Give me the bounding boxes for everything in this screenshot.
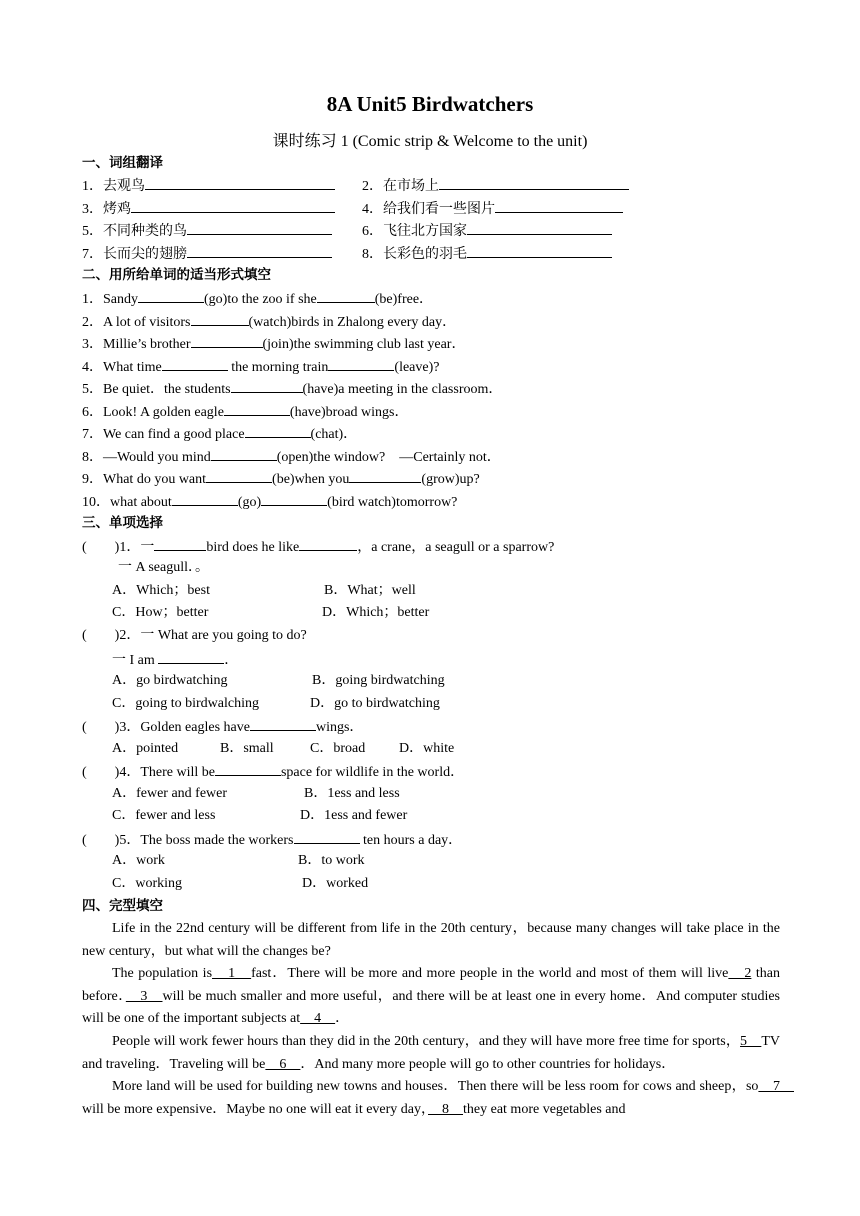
cloze-blank: 7 <box>758 1079 794 1094</box>
mc-option: A．Which；best <box>112 583 210 598</box>
fill-item: 2．A lot of visitors (watch)birds in Zhalong every day． <box>82 311 456 333</box>
mc-answer-line: 一 A seagull．。 <box>118 560 209 575</box>
mc-option: C．How；better <box>112 605 209 620</box>
mc-option: A．fewer and fewer <box>112 786 228 801</box>
mc-option: B．going birdwatching <box>312 673 445 688</box>
fill-item: 3．Millie’s brother (join)the swimming club last year． <box>82 333 465 355</box>
cloze-blank: 3 <box>125 988 163 1004</box>
cloze-blank: 8 <box>428 1101 464 1117</box>
mc-option: B．What；well <box>324 583 416 598</box>
mc-question: ( )1．一 bird does he like ，a crane，a seagull or a sparrow? <box>82 536 554 558</box>
mc-option: A．pointed <box>112 741 179 756</box>
mc-option: B．to work <box>298 853 365 868</box>
fill-item: 9．What do you want (be)when you (grow)up? <box>82 468 480 490</box>
mc-option: B．small <box>220 741 274 756</box>
cloze-paragraph: Life in the 22nd century will be different from life in the 20th century，because many changes will take place in the new century，but what will the changes be? <box>82 921 780 959</box>
cloze-paragraph: The population is 1 fast．There will be more and more people in the world and most of them will live 2 than before． 3 will be much smaller and more useful，and there will be at least one in every home．And computer studies will be one of the important subjects at 4 ． <box>82 966 781 1026</box>
fill-item: 10．what about (go) (bird watch)tomorrow? <box>82 491 457 513</box>
fill-item: 4．What time the morning train (leave)? <box>82 356 439 378</box>
mc-option: D．go to birdwatching <box>310 696 440 711</box>
cloze-paragraph: More land will be used for building new towns and houses．Then there will be less room for cows and sheep，so 7 will be more expensive．Maybe no one will eat it every day， 8 they eat more vegetables and <box>82 1079 794 1117</box>
page-subtitle: 课时练习 1 (Comic strip & Welcome to the unit) <box>272 133 588 150</box>
fill-item: 6．Look! A golden eagle (have)broad wings． <box>82 401 409 423</box>
mc-option: B．1ess and less <box>304 786 400 801</box>
phrase-item: 4．给我们看一些图片 <box>362 198 623 220</box>
mc-question: ( )3．Golden eagles have wings． <box>82 716 363 738</box>
mc-answer-line: 一 I am ． <box>112 649 238 671</box>
phrase-item: 7．长而尖的翅膀 <box>82 243 332 265</box>
cloze-blank: 5 <box>740 1034 762 1049</box>
mc-question: ( )4．There will be space for wildlife in the world． <box>82 761 464 783</box>
mc-option: C．fewer and less <box>112 808 216 823</box>
mc-option: D．worked <box>302 876 369 891</box>
phrase-item: 3．烤鸡 <box>82 198 335 220</box>
cloze-blank: 4 <box>300 1011 336 1026</box>
section-heading-translation: 一、词组翻译 <box>82 155 163 171</box>
mc-option: C．going to birdwalching <box>112 696 259 711</box>
mc-option: D．white <box>399 741 455 756</box>
page-title: 8A Unit5 Birdwatchers <box>326 92 534 116</box>
mc-option: C．broad <box>310 741 366 756</box>
mc-option: D．1ess and fewer <box>300 808 408 823</box>
section-heading-fill-in: 二、用所给单词的适当形式填空 <box>82 267 271 283</box>
phrase-item: 1．去观鸟 <box>82 175 335 197</box>
phrase-item: 8．长彩色的羽毛 <box>362 243 612 265</box>
phrase-item: 5．不同种类的鸟 <box>82 220 332 242</box>
phrase-item: 2．在市场上 <box>362 175 629 197</box>
mc-option: A．go birdwatching <box>112 673 228 688</box>
mc-option: D．Which；better <box>322 605 430 620</box>
mc-option: A．work <box>112 853 165 868</box>
mc-question: ( )2．一 What are you going to do? <box>82 628 307 643</box>
section-heading-multiple-choice: 三、单项选择 <box>82 515 163 531</box>
cloze-blank: 6 <box>265 1056 301 1072</box>
cloze-paragraph: People will work fewer hours than they did in the 20th century，and they will have more free time for sports，5 TV and traveling．Traveling will be 6 ．And many more people will go to other countries for holidays． <box>82 1034 781 1072</box>
fill-item: 1．Sandy (go)to the zoo if she (be)free． <box>82 288 433 310</box>
cloze-blank: 1 <box>212 966 252 981</box>
fill-item: 7．We can find a good place (chat)． <box>82 423 357 445</box>
mc-question: ( )5．The boss made the workers ten hours a day． <box>82 829 462 851</box>
section-heading-cloze: 四、完型填空 <box>82 898 163 914</box>
fill-item: 5．Be quiet．the students (have)a meeting in the classroom． <box>82 378 502 400</box>
cloze-blank: 2 <box>728 966 752 981</box>
fill-item: 8．—Would you mind (open)the window? —Certainly not． <box>82 446 501 468</box>
phrase-item: 6．飞往北方国家 <box>362 220 612 242</box>
mc-option: C．working <box>112 876 182 891</box>
